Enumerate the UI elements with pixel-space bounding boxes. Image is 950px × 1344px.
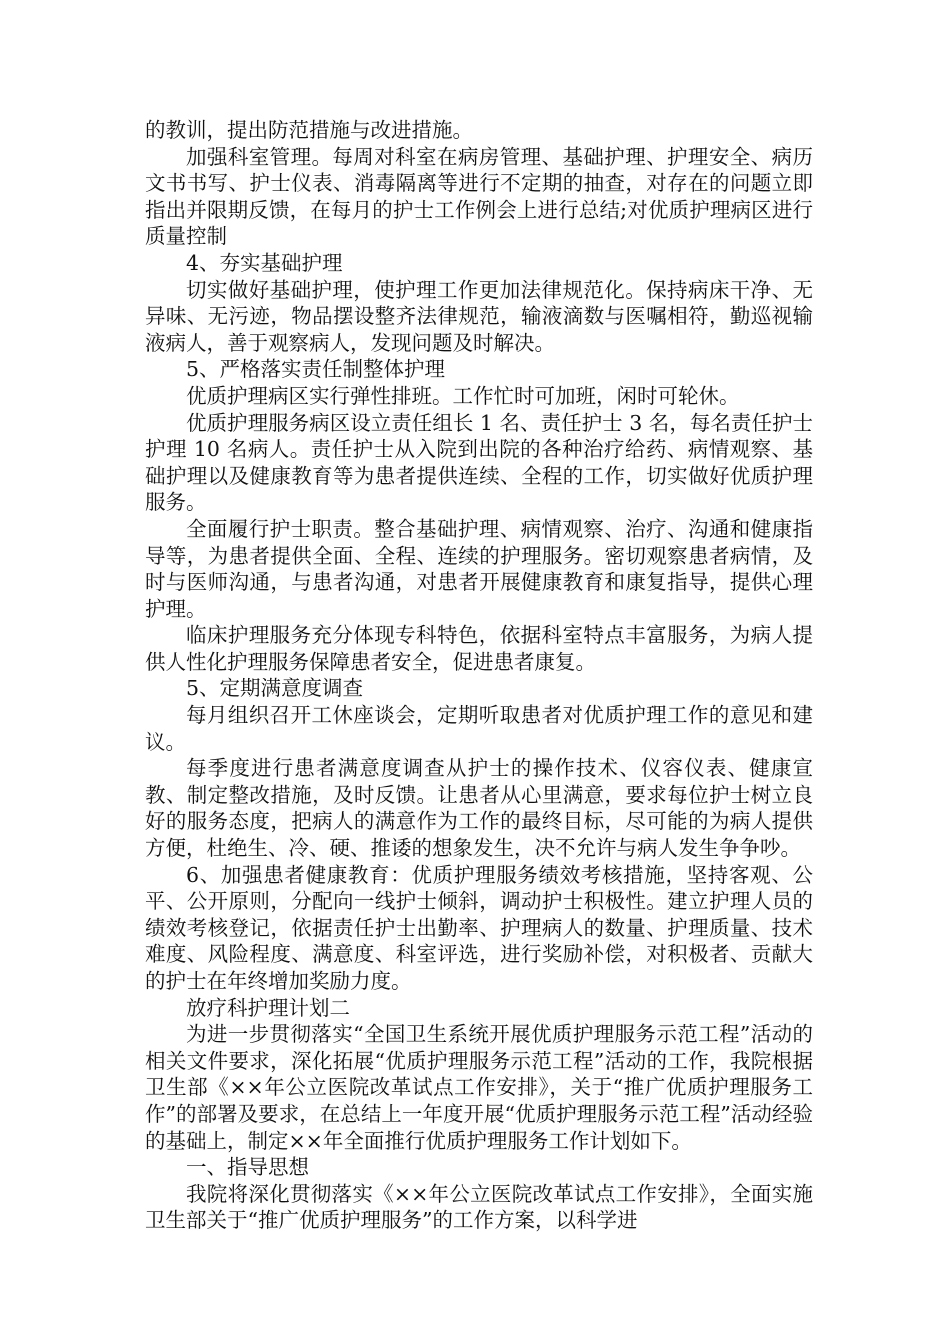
paragraph: 切实做好基础护理，使护理工作更加法律规范化。保持病床干净、无异味、无污迹，物品摆设整齐法律规范，输液滴数与医嘱相符，勤巡视输液病人，善于观察病人，发现问题及时解决。	[145, 277, 813, 355]
section-heading: 5、定期满意度调查	[186, 676, 364, 701]
paragraph: 加强科室管理。每周对科室在病房管理、基础护理、护理安全、病历文书书写、护士仪表、消毒隔离等进行不定期的抽查，对存在的问题立即指出并限期反馈，在每月的护士工作例会上进行总结;对优质护理病区进行质量控制	[145, 144, 813, 249]
paragraph: 临床护理服务充分体现专科特色，依据科室特点丰富服务，为病人提供人性化护理服务保障患者安全，促进患者康复。	[145, 623, 813, 674]
paragraph: 我院将深化贯彻落实《××年公立医院改革试点工作安排》，全面实施卫生部关于“推广优质护理服务”的工作方案，以科学进	[145, 1181, 813, 1233]
section-heading: 4、夯实基础护理	[186, 250, 343, 275]
paragraph: 6、加强患者健康教育：优质护理服务绩效考核措施，坚持客观、公平、公开原则，分配向一线护士倾斜，调动护士积极性。建立护理人员的绩效考核登记，依据责任护士出勤率、护理病人的数量、护理质量、技术难度、风险程度、满意度、科室评选，进行奖励补偿，对积极者、贡献大的护士在年终增加奖励力度。	[145, 862, 813, 993]
document-body	[145, 117, 813, 1234]
section-heading: 5、严格落实责任制整体护理	[186, 357, 446, 382]
paragraph: 为进一步贯彻落实“全国卫生系统开展优质护理服务示范工程”活动的相关文件要求，深化拓展“优质护理服务示范工程”活动的工作，我院根据卫生部《××年公立医院改革试点工作安排》，关于“推广优质护理服务工作”的部署及要求，在总结上一年度开展“优质护理服务示范工程”活动经验的基础上，制定××年全面推行优质护理服务工作计划如下。	[145, 1022, 813, 1153]
paragraph: 优质护理服务病区设立责任组长 1 名、责任护士 3 名，每名责任护士护理 10 名病人。责任护士从入院到出院的各种治疗给药、病情观察、基础护理以及健康教育等为患者提供连续、全程的工作，切实做好优质护理服务。	[145, 410, 813, 515]
paragraph: 优质护理病区实行弹性排班。工作忙时可加班，闲时可轮休。	[186, 383, 740, 408]
paragraph: 每季度进行患者满意度调查从护士的操作技术、仪容仪表、健康宣教、制定整改措施，及时反馈。让患者从心里满意，要求每位护士树立良好的服务态度，把病人的满意作为工作的最终目标，尽可能的为病人提供方便，杜绝生、冷、硬、推诿的想象发生，决不允许与病人发生争争吵。	[145, 756, 813, 861]
paragraph: 的教训，提出防范措施与改进措施。	[145, 118, 473, 142]
section-title: 放疗科护理计划二	[186, 995, 350, 1020]
paragraph: 每月组织召开工休座谈会，定期听取患者对优质护理工作的意见和建议。	[145, 703, 813, 754]
section-heading: 一、指导思想	[186, 1155, 309, 1180]
paragraph: 全面履行护士职责。整合基础护理、病情观察、治疗、沟通和健康指导等，为患者提供全面、全程、连续的护理服务。密切观察患者病情，及时与医师沟通，与患者沟通，对患者开展健康教育和康复指导，提供心理护理。	[145, 516, 813, 621]
